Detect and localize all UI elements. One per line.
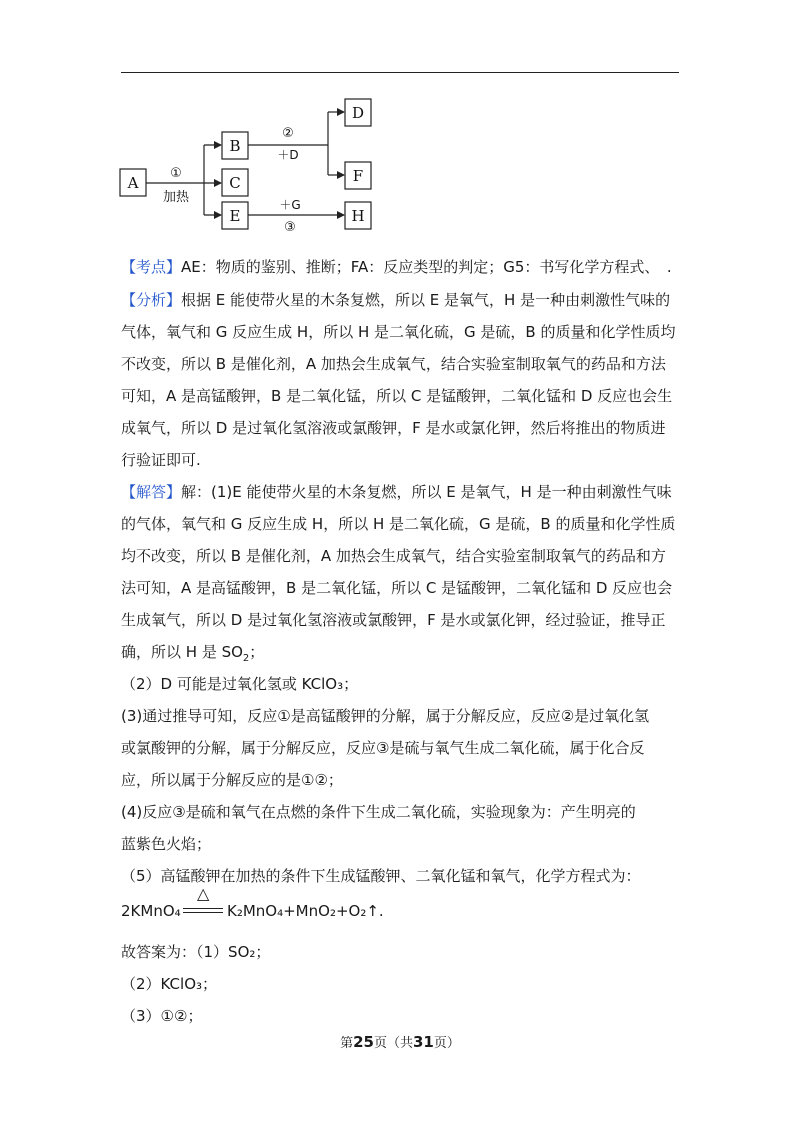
jieda-text-6-end: ； [249, 643, 265, 661]
node-f: F [352, 167, 364, 185]
fenxi-line-5: 成氧气，所以 D 是过氧化氢溶液或氯酸钾，F 是水或氯化钾，然后将推出的物质进 [121, 419, 666, 437]
q5-line: （5）高锰酸钾在加热的条件下生成锰酸钾、二氧化锰和氧气，化学方程式为： [121, 867, 641, 885]
jieda-line-1 [121, 482, 681, 502]
node-d: D [351, 104, 365, 122]
equation-right: K₂MnO₄+MnO₂+O₂↑. [227, 902, 384, 920]
node-b: B [229, 137, 241, 155]
page-total: 31 [413, 1033, 434, 1051]
fenxi-line-2: 气体，氧气和 G 反应生成 H，所以 H 是二氧化硫，G 是硫，B 的质量和化学性质均 [121, 323, 676, 341]
reaction-3-label: ③ [284, 220, 296, 235]
page-number: 25 [353, 1033, 374, 1051]
kaodian-line [121, 257, 681, 277]
jieda-line-4: 法可知，A 是高锰酸钾，B 是二氧化锰，所以 C 是锰酸钾，二氧化锰和 D 反应也会 [121, 579, 673, 597]
jieda-line-6 [121, 642, 681, 669]
footer-mid: 页（共 [373, 1036, 413, 1051]
q3-line-1: (3)通过推导可知，反应①是高锰酸钾的分解，属于分解反应，反应②是过氧化氢 [121, 707, 650, 725]
fenxi-line-4: 可知，A 是高锰酸钾，B 是二氧化锰，所以 C 是锰酸钾，二氧化锰和 D 反应也会生 [121, 387, 673, 405]
jieda-line-5: 生成氧气，所以 D 是过氧化氢溶液或氯酸钾，F 是水或氯化钾，经过验证，推导正 [121, 611, 666, 629]
jieda-tag: 【解答】 [121, 483, 182, 501]
node-e: E [229, 207, 241, 225]
equation-double-line [183, 908, 223, 913]
answer-3: （3）①②； [121, 1007, 203, 1025]
answer-2: （2）KClO₃； [121, 975, 218, 993]
answer-intro: 故答案为：（1）SO₂； [121, 943, 271, 961]
heat-label: 加热 [162, 190, 190, 205]
top-rule [121, 72, 679, 73]
plus-d-label: ＋D [277, 148, 299, 162]
equation-left: 2KMnO₄ [121, 902, 181, 920]
plus-g-label: ＋G [279, 198, 301, 212]
fenxi-line-6: 行验证即可. [121, 451, 201, 469]
q4-line-1: (4)反应③是硫和氧气在点燃的条件下生成二氧化硫，实验现象为：产生明亮的 [121, 803, 636, 821]
jieda-line-2: 的气体，氧气和 G 反应生成 H，所以 H 是二氧化硫，G 是硫，B 的质量和化学性质 [121, 515, 676, 533]
fenxi-line-3: 不改变，所以 B 是催化剂，A 加热会生成氧气，结合实验室制取氧气的药品和方法 [121, 355, 666, 373]
page-footer [0, 1032, 800, 1051]
q4-line-2: 蓝紫色火焰； [121, 835, 212, 853]
kaodian-tag: 【考点】 [121, 258, 182, 276]
kaodian-text: AE：物质的鉴别、推断；FA：反应类型的判定；G5：书写化学方程式、 . [181, 258, 672, 276]
jieda-text-1: 解：(1)E 能使带火星的木条复燃，所以 E 是氧气，H 是一种由刺激性气味 [181, 483, 672, 501]
reaction-diagram [118, 95, 388, 245]
footer-pre: 第 [340, 1036, 354, 1051]
q2-line: （2）D 可能是过氧化氢或 KClO₃； [121, 675, 359, 693]
jieda-line-3: 均不改变，所以 B 是催化剂，A 加热会生成氧气，结合实验室制取氧气的药品和方 [121, 547, 666, 565]
reaction-1-label: ① [170, 166, 182, 181]
q3-line-3: 应，所以属于分解反应的是①②； [121, 771, 343, 789]
jieda-text-6: 确，所以 H 是 SO [121, 643, 243, 661]
heat-condition: △ [197, 884, 210, 903]
fenxi-tag: 【分析】 [121, 291, 182, 309]
node-c: C [229, 174, 241, 192]
chemical-equation [121, 884, 521, 930]
so2-subscript: 2 [242, 653, 250, 664]
footer-post: 页） [433, 1036, 460, 1051]
node-h: H [351, 207, 365, 225]
fenxi-text-1: 根据 E 能使带火星的木条复燃，所以 E 是氧气，H 是一种由刺激性气味的 [181, 291, 671, 309]
fenxi-line-1 [121, 290, 681, 310]
node-a: A [127, 174, 139, 192]
reaction-2-label: ② [282, 126, 294, 141]
q3-line-2: 或氯酸钾的分解，属于分解反应，反应③是硫与氧气生成二氧化硫，属于化合反 [121, 739, 645, 757]
